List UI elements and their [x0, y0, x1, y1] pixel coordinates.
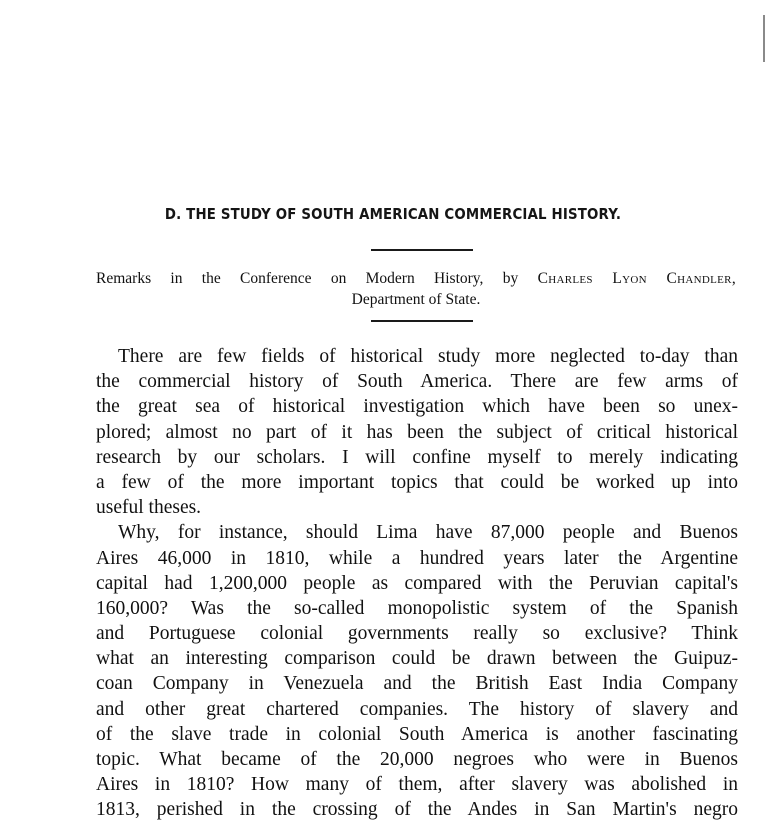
byline [96, 268, 736, 310]
paragraph-2-line: Aires in 1810? How many of them, after slavery was abolished in [96, 774, 738, 796]
byline-author: Charles Lyon Chandler, [537, 270, 736, 287]
paragraph-1-line: There are few fields of historical study more neglected to-day than [118, 346, 738, 367]
paragraph-2-line: capital had 1,200,000 people as compared with the Peruvian capital's [96, 572, 738, 594]
paragraph-2-line: what an interesting comparison could be drawn between the Guipuz- [96, 648, 738, 670]
paragraph-2-line: Aires 46,000 in 1810, while a hundred years later the Argentine [96, 547, 738, 569]
paragraph-1-line: useful theses. [96, 497, 202, 519]
byline-prefix: Remarks in the Conference on Modern History, by [96, 270, 538, 287]
bottom-divider-rule [371, 320, 473, 322]
paragraph-2-line: 160,000? Was the so-called monopolistic system of the Spanish [96, 597, 738, 619]
paragraph-2-line: coan Company in Venezuela and the British East India Company [96, 673, 738, 695]
page-edge-mark [763, 15, 765, 62]
paragraph-1-line: a few of the more important topics that could be worked up into [96, 471, 738, 493]
top-divider-rule [371, 249, 473, 251]
byline-affiliation: Department of State. [351, 291, 481, 308]
section-heading: D. THE STUDY OF SOUTH AMERICAN COMMERCIAL HISTORY. [164, 205, 622, 223]
body-text [96, 344, 738, 823]
paragraph-1-line: the commercial history of South America. There are few arms of [96, 371, 738, 393]
paragraph-1-line: research by our scholars. I will confine myself to merely indicating [96, 446, 738, 468]
paragraph-2-line: of the slave trade in colonial South America is another fascinating [96, 723, 738, 745]
byline-line-1 [96, 268, 736, 289]
paragraph-2-line: 1813, perished in the crossing of the Andes in San Martin's negro [96, 799, 738, 821]
paragraph-2-line: and other great chartered companies. The history of slavery and [96, 698, 738, 720]
paragraph-2-line: topic. What became of the 20,000 negroes who were in Buenos [96, 749, 738, 770]
paragraph-1-line: plored; almost no part of it has been the subject of critical historical [96, 421, 738, 443]
paragraph-2-line: and Portuguese colonial governments really so exclusive? Think [96, 623, 738, 645]
paragraph-2-line: Why, for instance, should Lima have 87,000 people and Buenos [118, 522, 738, 544]
paragraph-1-line: the great sea of historical investigation which have been so unex- [96, 396, 738, 418]
